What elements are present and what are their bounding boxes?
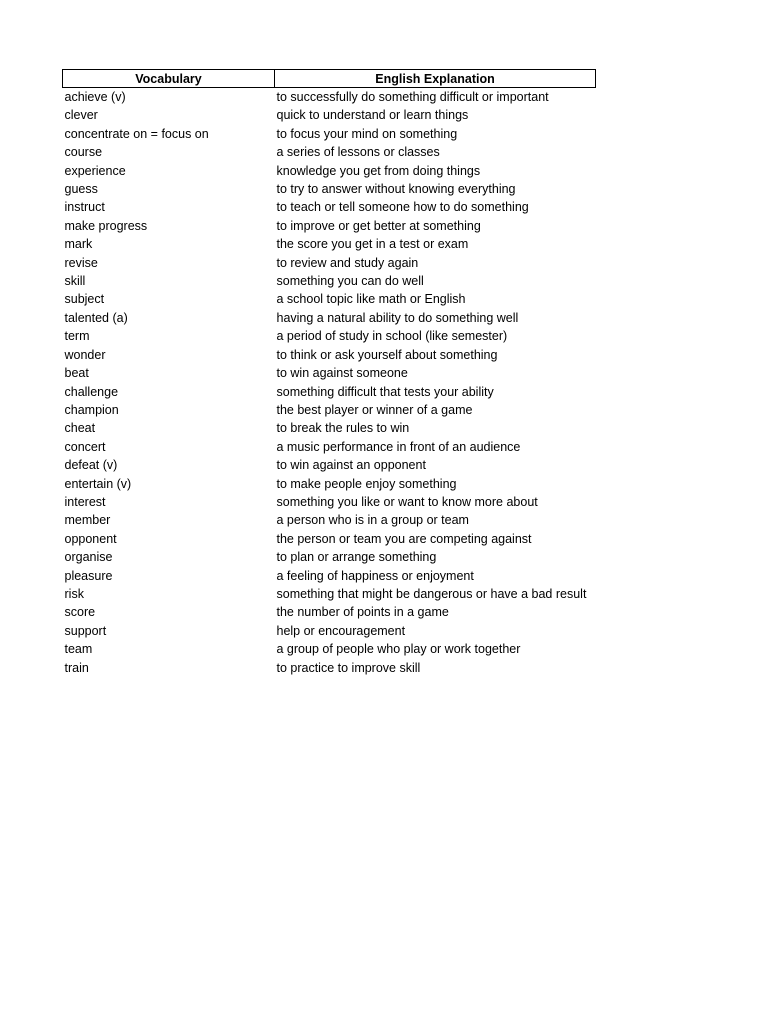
table-row <box>63 493 596 511</box>
vocabulary-cell: support <box>64 623 107 638</box>
vocabulary-cell: achieve (v) <box>64 90 126 104</box>
vocabulary-cell: subject <box>64 292 105 307</box>
table-row <box>63 475 596 493</box>
explanation-cell: to successfully do something difficult or important <box>276 90 549 104</box>
table-row <box>63 603 596 621</box>
vocabulary-cell: train <box>64 660 89 675</box>
table-row <box>63 346 596 364</box>
explanation-cell: something that might be dangerous or have a bad result <box>276 586 587 601</box>
table-row <box>63 290 596 308</box>
vocabulary-cell: concentrate on = focus on <box>64 126 209 141</box>
explanation-cell: something difficult that tests your ability <box>276 384 494 399</box>
table-row <box>63 364 596 382</box>
vocabulary-table <box>62 69 596 677</box>
vocabulary-cell: pleasure <box>64 568 113 583</box>
table-row <box>63 235 596 253</box>
table-row <box>63 162 596 180</box>
vocabulary-cell: member <box>64 513 111 528</box>
vocabulary-cell: entertain (v) <box>64 476 132 491</box>
explanation-cell: to try to answer without knowing everything <box>276 182 516 197</box>
explanation-cell: a music performance in front of an audience <box>276 439 521 454</box>
table-row <box>63 88 596 107</box>
vocabulary-sheet <box>62 69 595 677</box>
table-row <box>63 585 596 603</box>
explanation-cell: to focus your mind on something <box>276 126 458 141</box>
table-row <box>63 456 596 474</box>
explanation-cell: to practice to improve skill <box>276 660 421 675</box>
explanation-cell: to make people enjoy something <box>276 476 457 491</box>
table-row <box>63 106 596 124</box>
vocabulary-cell: interest <box>64 494 106 509</box>
vocabulary-cell: revise <box>64 255 98 270</box>
vocabulary-cell: skill <box>64 274 86 289</box>
explanation-cell: to improve or get better at something <box>276 218 481 233</box>
explanation-cell: the best player or winner of a game <box>276 402 473 417</box>
vocabulary-cell: term <box>64 329 90 344</box>
table-row <box>63 383 596 401</box>
table-row <box>63 567 596 585</box>
table-header-row <box>63 70 596 88</box>
vocabulary-cell: clever <box>64 108 98 123</box>
table-row <box>63 125 596 143</box>
explanation-cell: the number of points in a game <box>276 605 449 620</box>
vocabulary-cell: organise <box>64 550 113 565</box>
explanation-cell: to review and study again <box>276 255 419 270</box>
table-row <box>63 548 596 566</box>
explanation-cell: to break the rules to win <box>276 421 410 436</box>
table-row <box>63 511 596 529</box>
table-row <box>63 419 596 437</box>
explanation-cell: a period of study in school (like semester) <box>276 329 508 344</box>
table-row <box>63 640 596 658</box>
vocabulary-cell: score <box>64 605 96 620</box>
vocabulary-cell: champion <box>64 402 119 417</box>
vocabulary-cell: wonder <box>64 347 106 362</box>
explanation-cell: to teach or tell someone how to do something <box>276 200 529 215</box>
explanation-cell: to win against someone <box>276 366 408 381</box>
vocabulary-cell: concert <box>64 439 106 454</box>
vocabulary-cell: mark <box>64 237 93 252</box>
explanation-cell: a person who is in a group or team <box>276 513 469 528</box>
explanation-cell: a group of people who play or work together <box>276 642 521 657</box>
explanation-cell: to plan or arrange something <box>276 550 437 565</box>
header-vocabulary: Vocabulary <box>63 70 275 88</box>
vocabulary-cell: team <box>64 642 93 657</box>
explanation-cell: something you like or want to know more about <box>276 494 538 509</box>
table-row <box>63 254 596 272</box>
table-body <box>63 88 596 678</box>
table-row <box>63 401 596 419</box>
vocabulary-cell: beat <box>64 366 89 381</box>
vocabulary-cell: cheat <box>64 421 96 436</box>
table-row <box>63 438 596 456</box>
table-row <box>63 217 596 235</box>
vocabulary-cell: defeat (v) <box>64 458 118 473</box>
table-row <box>63 143 596 161</box>
vocabulary-cell: instruct <box>64 200 105 215</box>
explanation-cell: the score you get in a test or exam <box>276 237 469 252</box>
explanation-cell: having a natural ability to do something well <box>276 310 519 325</box>
table-row <box>63 530 596 548</box>
explanation-cell: the person or team you are competing against <box>276 531 532 546</box>
table-row <box>63 622 596 640</box>
explanation-cell: knowledge you get from doing things <box>276 163 481 178</box>
explanation-cell: something you can do well <box>276 274 424 289</box>
vocabulary-cell: experience <box>64 163 126 178</box>
explanation-cell: quick to understand or learn things <box>276 108 469 123</box>
explanation-cell: a feeling of happiness or enjoyment <box>276 568 474 583</box>
table-row <box>63 309 596 327</box>
table-row <box>63 180 596 198</box>
vocabulary-cell: guess <box>64 182 98 197</box>
explanation-cell: a school topic like math or English <box>276 292 466 307</box>
vocabulary-cell: talented (a) <box>64 310 128 325</box>
vocabulary-cell: make progress <box>64 218 148 233</box>
vocabulary-cell: opponent <box>64 531 117 546</box>
explanation-cell: a series of lessons or classes <box>276 145 440 160</box>
header-english-explanation: English Explanation <box>275 70 596 88</box>
vocabulary-cell: risk <box>64 586 84 601</box>
explanation-cell: to win against an opponent <box>276 458 426 473</box>
explanation-cell: to think or ask yourself about something <box>276 347 498 362</box>
vocabulary-cell: challenge <box>64 384 119 399</box>
table-row <box>63 272 596 290</box>
table-row <box>63 659 596 677</box>
table-row <box>63 327 596 345</box>
vocabulary-cell: course <box>64 145 103 160</box>
explanation-cell: help or encouragement <box>276 623 406 638</box>
table-row <box>63 198 596 216</box>
